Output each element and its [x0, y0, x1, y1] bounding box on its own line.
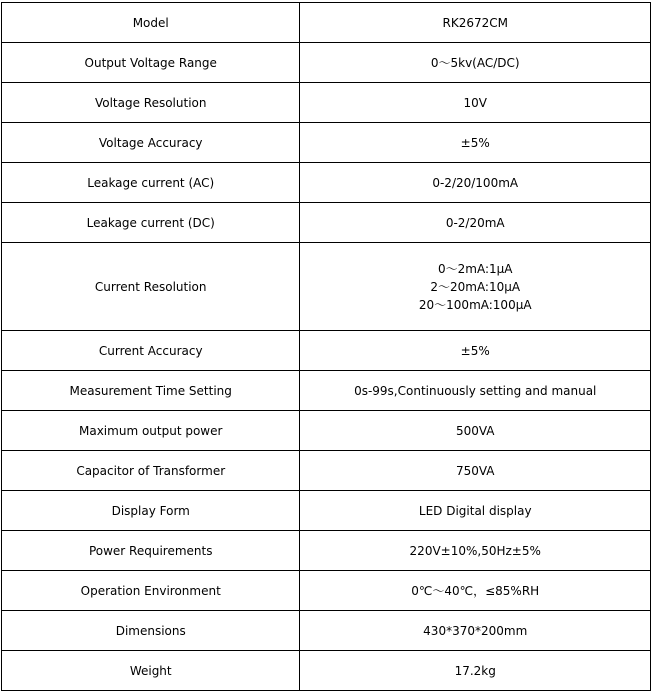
spec-table: [1, 2, 651, 691]
spec-label: Current Resolution: [2, 243, 300, 331]
spec-label: Leakage current (DC): [2, 203, 300, 243]
spec-value: 430*370*200mm: [300, 611, 651, 651]
table-row: [2, 83, 651, 123]
spec-value: ±5%: [300, 123, 651, 163]
spec-label: Capacitor of Transformer: [2, 451, 300, 491]
table-row: [2, 491, 651, 531]
table-row: [2, 43, 651, 83]
spec-label: Model: [2, 3, 300, 43]
table-row: [2, 123, 651, 163]
table-row: [2, 451, 651, 491]
spec-label: Display Form: [2, 491, 300, 531]
spec-value: 750VA: [300, 451, 651, 491]
table-row: [2, 203, 651, 243]
spec-value-line: 2～20mA:10μA: [430, 279, 521, 294]
spec-value: 500VA: [300, 411, 651, 451]
spec-label: Current Accuracy: [2, 331, 300, 371]
spec-value: ±5%: [300, 331, 651, 371]
spec-label: Voltage Resolution: [2, 83, 300, 123]
table-row: [2, 611, 651, 651]
table-row: [2, 651, 651, 691]
spec-value: 0s-99s,Continuously setting and manual: [300, 371, 651, 411]
spec-label: Weight: [2, 651, 300, 691]
spec-value: 0-2/20/100mA: [300, 163, 651, 203]
table-row: [2, 3, 651, 43]
spec-value: 10V: [300, 83, 651, 123]
spec-value: 0～5kv(AC/DC): [300, 43, 651, 83]
table-row: [2, 531, 651, 571]
table-row: [2, 411, 651, 451]
spec-value: RK2672CM: [300, 3, 651, 43]
spec-label: Measurement Time Setting: [2, 371, 300, 411]
spec-value: 220V±10%,50Hz±5%: [300, 531, 651, 571]
spec-label: Dimensions: [2, 611, 300, 651]
spec-label: Operation Environment: [2, 571, 300, 611]
table-row: [2, 571, 651, 611]
spec-value: 0℃～40℃，≤85%RH: [300, 571, 651, 611]
spec-value-multiline: [300, 243, 651, 331]
table-row: [2, 331, 651, 371]
table-row: [2, 163, 651, 203]
spec-label: Output Voltage Range: [2, 43, 300, 83]
spec-label: Power Requirements: [2, 531, 300, 571]
spec-value-line: 20～100mA:100μA: [418, 297, 532, 312]
table-row: [2, 371, 651, 411]
spec-label: Leakage current (AC): [2, 163, 300, 203]
spec-label: Voltage Accuracy: [2, 123, 300, 163]
spec-value-line: 0～2mA:1μA: [437, 261, 513, 276]
spec-value: 0-2/20mA: [300, 203, 651, 243]
table-row: [2, 243, 651, 331]
spec-value: LED Digital display: [300, 491, 651, 531]
spec-value: 17.2kg: [300, 651, 651, 691]
spec-label: Maximum output power: [2, 411, 300, 451]
